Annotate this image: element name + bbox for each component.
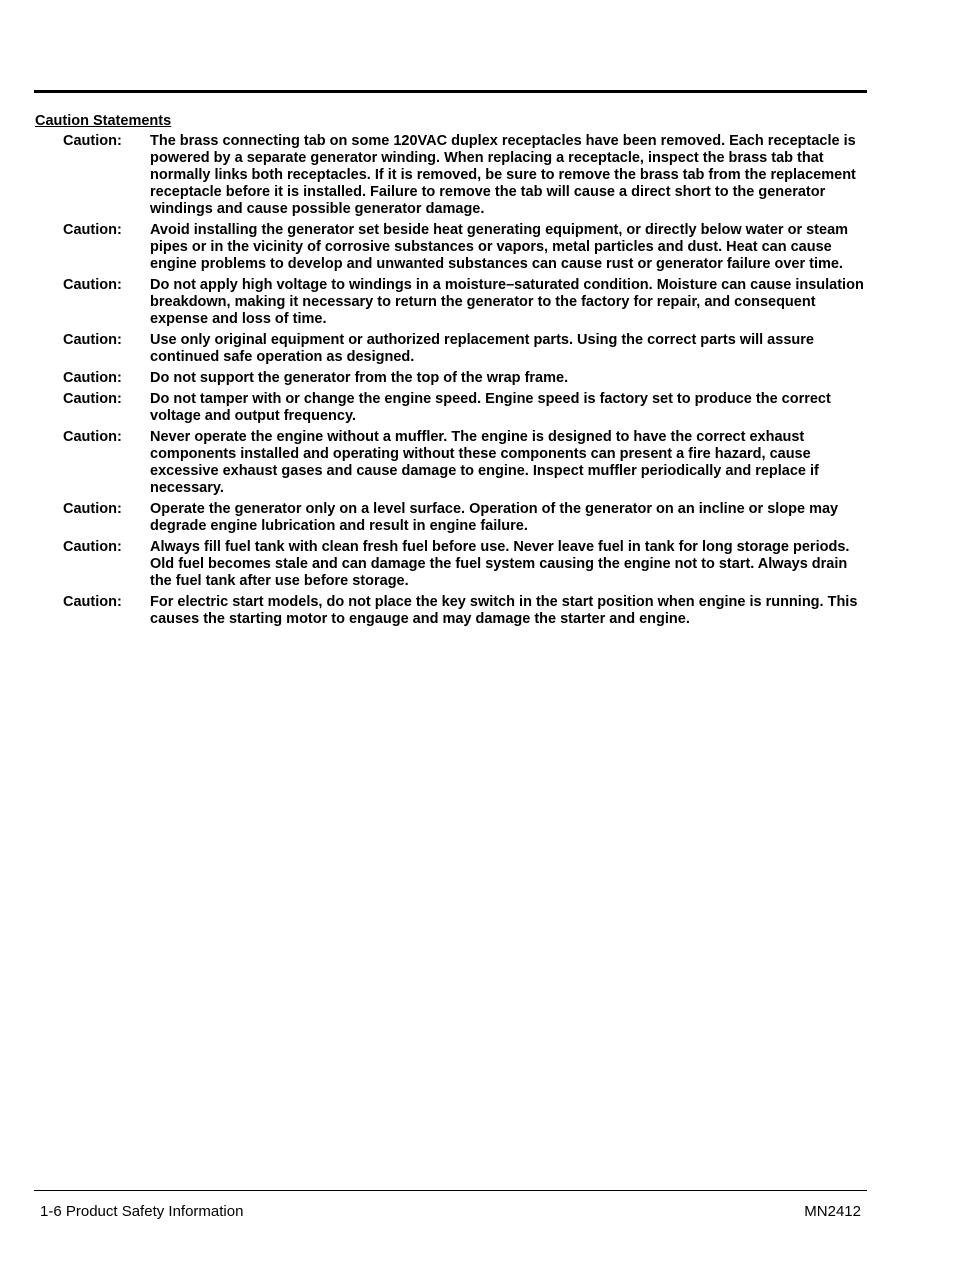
footer-divider bbox=[34, 1190, 867, 1191]
caution-label: Caution: bbox=[63, 429, 122, 445]
caution-item bbox=[63, 370, 873, 387]
caution-text: Do not support the generator from the top of the wrap frame. bbox=[150, 370, 569, 386]
caution-text: Never operate the engine without a muffler. The engine is designed to have the correct exhaust components installed and operating without these components can present a fire hazard, cause excessive exhaust gases and cause damage to engine. Inspect muffler periodically and replace if necessary. bbox=[150, 429, 819, 496]
caution-label: Caution: bbox=[63, 391, 122, 407]
caution-label: Caution: bbox=[63, 539, 122, 555]
caution-item bbox=[63, 222, 873, 273]
caution-item bbox=[63, 429, 873, 497]
caution-item bbox=[63, 391, 873, 425]
caution-label: Caution: bbox=[63, 370, 122, 386]
caution-text: Do not apply high voltage to windings in a moisture–saturated condition. Moisture can cause insulation breakdown, making it necessary to return the generator to the factory for repair, and consequent expense and loss of time. bbox=[150, 277, 864, 327]
caution-label: Caution: bbox=[63, 501, 122, 517]
caution-text: Avoid installing the generator set beside heat generating equipment, or directly below water or steam pipes or in the vicinity of corrosive substances or vapors, metal particles and dust. Heat can cause engine problems to develop and unwanted substances can cause rust or generator failure over time. bbox=[150, 222, 849, 272]
footer-doc-number: MN2412 bbox=[804, 1203, 861, 1220]
caution-text: For electric start models, do not place the key switch in the start position when engine is running. This causes the starting motor to engauge and may damage the starter and engine. bbox=[150, 594, 858, 627]
caution-label: Caution: bbox=[63, 594, 122, 610]
caution-label: Caution: bbox=[63, 133, 122, 149]
caution-list bbox=[63, 133, 873, 632]
caution-label: Caution: bbox=[63, 332, 122, 348]
caution-item bbox=[63, 539, 873, 590]
caution-label: Caution: bbox=[63, 277, 122, 293]
caution-label: Caution: bbox=[63, 222, 122, 238]
caution-item bbox=[63, 501, 873, 535]
caution-text: Always fill fuel tank with clean fresh fuel before use. Never leave fuel in tank for long storage periods. Old fuel becomes stale and can damage the fuel system causing the engine not to start. Always drain the fuel tank after use before storage. bbox=[150, 539, 850, 589]
caution-text: Operate the generator only on a level surface. Operation of the generator on an incline or slope may degrade engine lubrication and result in engine failure. bbox=[150, 501, 839, 534]
caution-text: Use only original equipment or authorized replacement parts. Using the correct parts will assure continued safe operation as designed. bbox=[150, 332, 814, 365]
caution-text: The brass connecting tab on some 120VAC duplex receptacles have been removed. Each receptacle is powered by a separate generator winding. When replacing a receptacle, inspect the brass tab that normally links both receptacles. If it is removed, be sure to remove the brass tab from the replacement receptacle before it is installed. Failure to remove the tab will cause a direct short to the generator windings and cause possible generator damage. bbox=[150, 133, 856, 217]
header-divider bbox=[34, 90, 867, 93]
section-heading: Caution Statements bbox=[35, 113, 172, 129]
caution-item bbox=[63, 277, 873, 328]
footer-page-label: 1-6 Product Safety Information bbox=[40, 1203, 244, 1220]
caution-text: Do not tamper with or change the engine speed. Engine speed is factory set to produce the correct voltage and output frequency. bbox=[150, 391, 831, 424]
caution-item bbox=[63, 133, 873, 218]
caution-item bbox=[63, 332, 873, 366]
caution-item bbox=[63, 594, 873, 628]
